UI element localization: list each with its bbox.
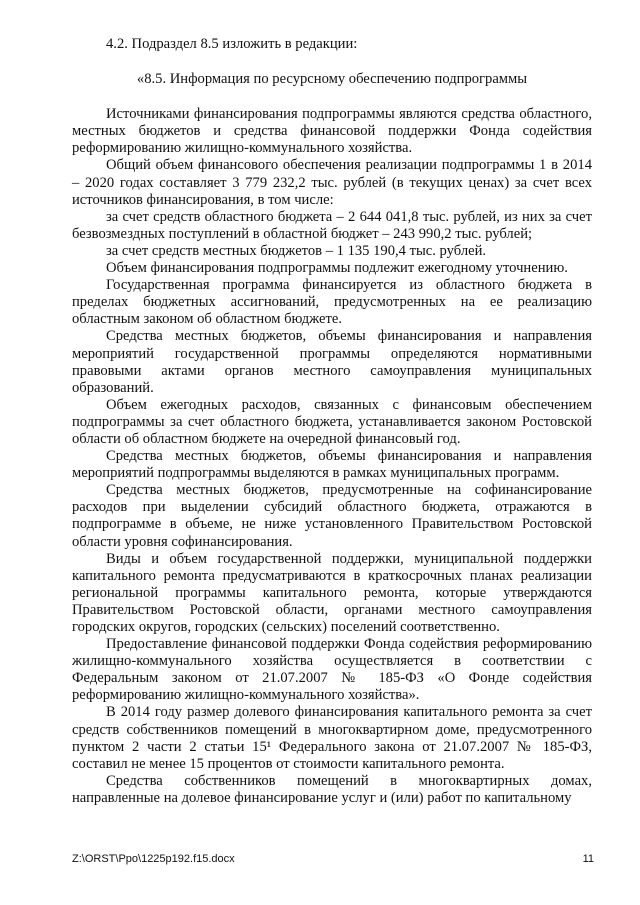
- paragraph: Виды и объем государственной поддержки, муниципальной поддержки капитального ремонта предусматриваются в краткосрочных планах реализации региональной программы капитального ремонта, которые утверждаются Правительством Ростовской области, органами местного самоуправления городских округов, городских (сельских) поселений соответственно.: [72, 550, 592, 635]
- page-footer: [72, 853, 594, 865]
- page-number: 11: [582, 853, 594, 865]
- paragraph: Источниками финансирования подпрограммы являются средства областного, местных бюджетов и средства финансовой поддержки Фонда содействия реформированию жилищно-коммунального хозяйства.: [72, 106, 592, 157]
- paragraph: В 2014 году размер долевого финансирования капитального ремонта за счет средств собственников помещений в многоквартирном доме, предусмотренного пунктом 2 части 2 статьи 15¹ Федерального закона от 21.07.2007 № 185-ФЗ, составил не менее 15 процентов от стоимости капитального ремонта.: [72, 704, 592, 772]
- paragraph: Государственная программа финансируется из областного бюджета в пределах бюджетных ассигнований, предусмотренных на ее реализацию областным законом об областном бюджете.: [72, 277, 592, 328]
- paragraph: Средства собственников помещений в многоквартирных домах, направленные на долевое финансирование услуг и (или) работ по капитальному: [72, 772, 592, 806]
- file-path: Z:\ORST\Ppo\1225p192.f15.docx: [72, 853, 235, 865]
- paragraph: Средства местных бюджетов, объемы финансирования и направления мероприятий подпрограммы выделяются в рамках муниципальных программ.: [72, 448, 592, 482]
- paragraph: за счет средств местных бюджетов – 1 135 190,4 тыс. рублей.: [106, 242, 487, 259]
- paragraph: Средства местных бюджетов, объемы финансирования и направления мероприятий государственной программы определяются нормативными правовыми актами органов местного самоуправления муниципальных образований.: [72, 328, 592, 396]
- paragraph: Общий объем финансового обеспечения реализации подпрограммы 1 в 2014 – 2020 годах составляет 3 779 232,2 тыс. рублей (в текущих ценах) за счет всех источников финансирования, в том числе:: [72, 157, 592, 208]
- paragraph: Объем ежегодных расходов, связанных с финансовым обеспечением подпрограммы за счет областного бюджета, устанавливается законом Ростовской области об областном бюджете на очередной финансовый год.: [72, 396, 592, 447]
- document-body: [72, 36, 592, 807]
- paragraph: Средства местных бюджетов, предусмотренные на софинансирование расходов при выделении субсидий областного бюджета, отражаются в подпрограмме в объеме, не ниже установленного Правительством Ростовской области уровня софинансирования.: [72, 482, 592, 550]
- section-intro: 4.2. Подраздел 8.5 изложить в редакции:: [106, 36, 358, 52]
- paragraph: за счет средств областного бюджета – 2 644 041,8 тыс. рублей, из них за счет безвозмездных поступлений в областной бюджет – 243 990,2 тыс. рублей;: [72, 208, 592, 242]
- section-heading: «8.5. Информация по ресурсному обеспечению подпрограммы: [136, 71, 528, 88]
- paragraph: Предоставление финансовой поддержки Фонда содействия реформированию жилищно-коммунального хозяйства осуществляется в соответствии с Федеральным законом от 21.07.2007 № 185-ФЗ «О Фонде содействия реформированию жилищно-коммунального хозяйства».: [72, 636, 592, 704]
- paragraph: Объем финансирования подпрограммы подлежит ежегодному уточнению.: [106, 260, 568, 277]
